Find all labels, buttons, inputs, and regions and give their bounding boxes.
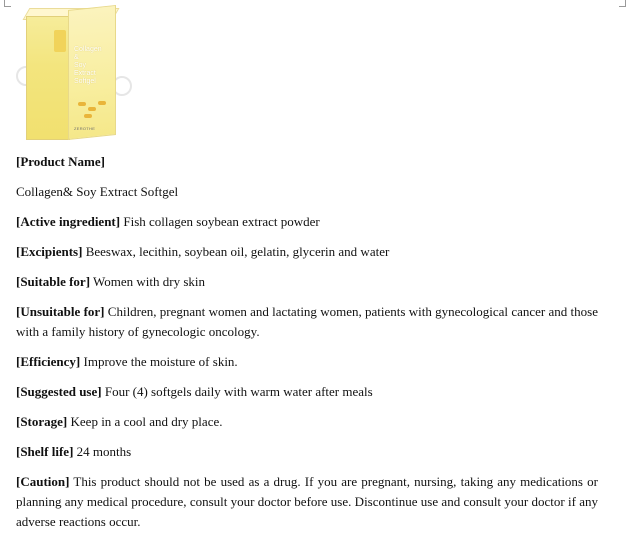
product-name-value: Collagen& Soy Extract Softgel (16, 184, 179, 199)
excipients-line (16, 242, 598, 262)
section-label: [Efficiency] (16, 354, 81, 369)
box-label-text: Collagen & Soy Extract Softgel (74, 46, 102, 85)
shelf-life-line (16, 442, 598, 462)
section-value: Beeswax, lecithin, soybean oil, gelatin, glycerin and water (82, 244, 390, 259)
section-label: [Active ingredient] (16, 214, 121, 229)
section-value: Women with dry skin (90, 274, 206, 289)
section-value: 24 months (73, 444, 132, 459)
section-label: [Excipients] (16, 244, 83, 259)
suggested-use-line (16, 382, 598, 402)
section-label: [Suggested use] (16, 384, 102, 399)
active-ingredient-line (16, 212, 598, 232)
section-label: [Product Name] (16, 154, 105, 169)
suitable-for-line (16, 272, 598, 292)
section-value: Children, pregnant women and lactating women, patients with gynecological cancer and those with a family history of gynecologic oncology. (16, 304, 598, 339)
corner-mark-right (619, 0, 626, 7)
section-value: This product should not be used as a drug. If you are pregnant, nursing, taking any medications or planning any medical procedure, consult your doctor before use. Discontinue use and consult your doctor if any adverse reactions occur. (16, 474, 598, 529)
section-value: Keep in a cool and dry place. (67, 414, 223, 429)
softgel-pill (88, 107, 96, 111)
corner-mark-left (4, 0, 11, 7)
softgel-pill (98, 101, 106, 105)
section-label: [Suitable for] (16, 274, 91, 289)
box-mark: ZEROTHE (74, 126, 96, 131)
brand-logo (54, 30, 66, 52)
section-value: Four (4) softgels daily with warm water after meals (101, 384, 373, 399)
unsuitable-for-paragraph (16, 302, 598, 342)
softgel-pill (78, 102, 86, 106)
caution-paragraph (16, 472, 598, 532)
section-label: [Storage] (16, 414, 68, 429)
efficiency-line (16, 352, 598, 372)
storage-line (16, 412, 598, 432)
product-box-image (14, 6, 126, 148)
section-label: [Shelf life] (16, 444, 74, 459)
section-label: [Caution] (16, 474, 70, 489)
section-value: Improve the moisture of skin. (80, 354, 238, 369)
product-name-heading (16, 152, 598, 172)
section-value: Fish collagen soybean extract powder (120, 214, 320, 229)
softgel-pill (84, 114, 92, 118)
section-label: [Unsuitable for] (16, 304, 105, 319)
